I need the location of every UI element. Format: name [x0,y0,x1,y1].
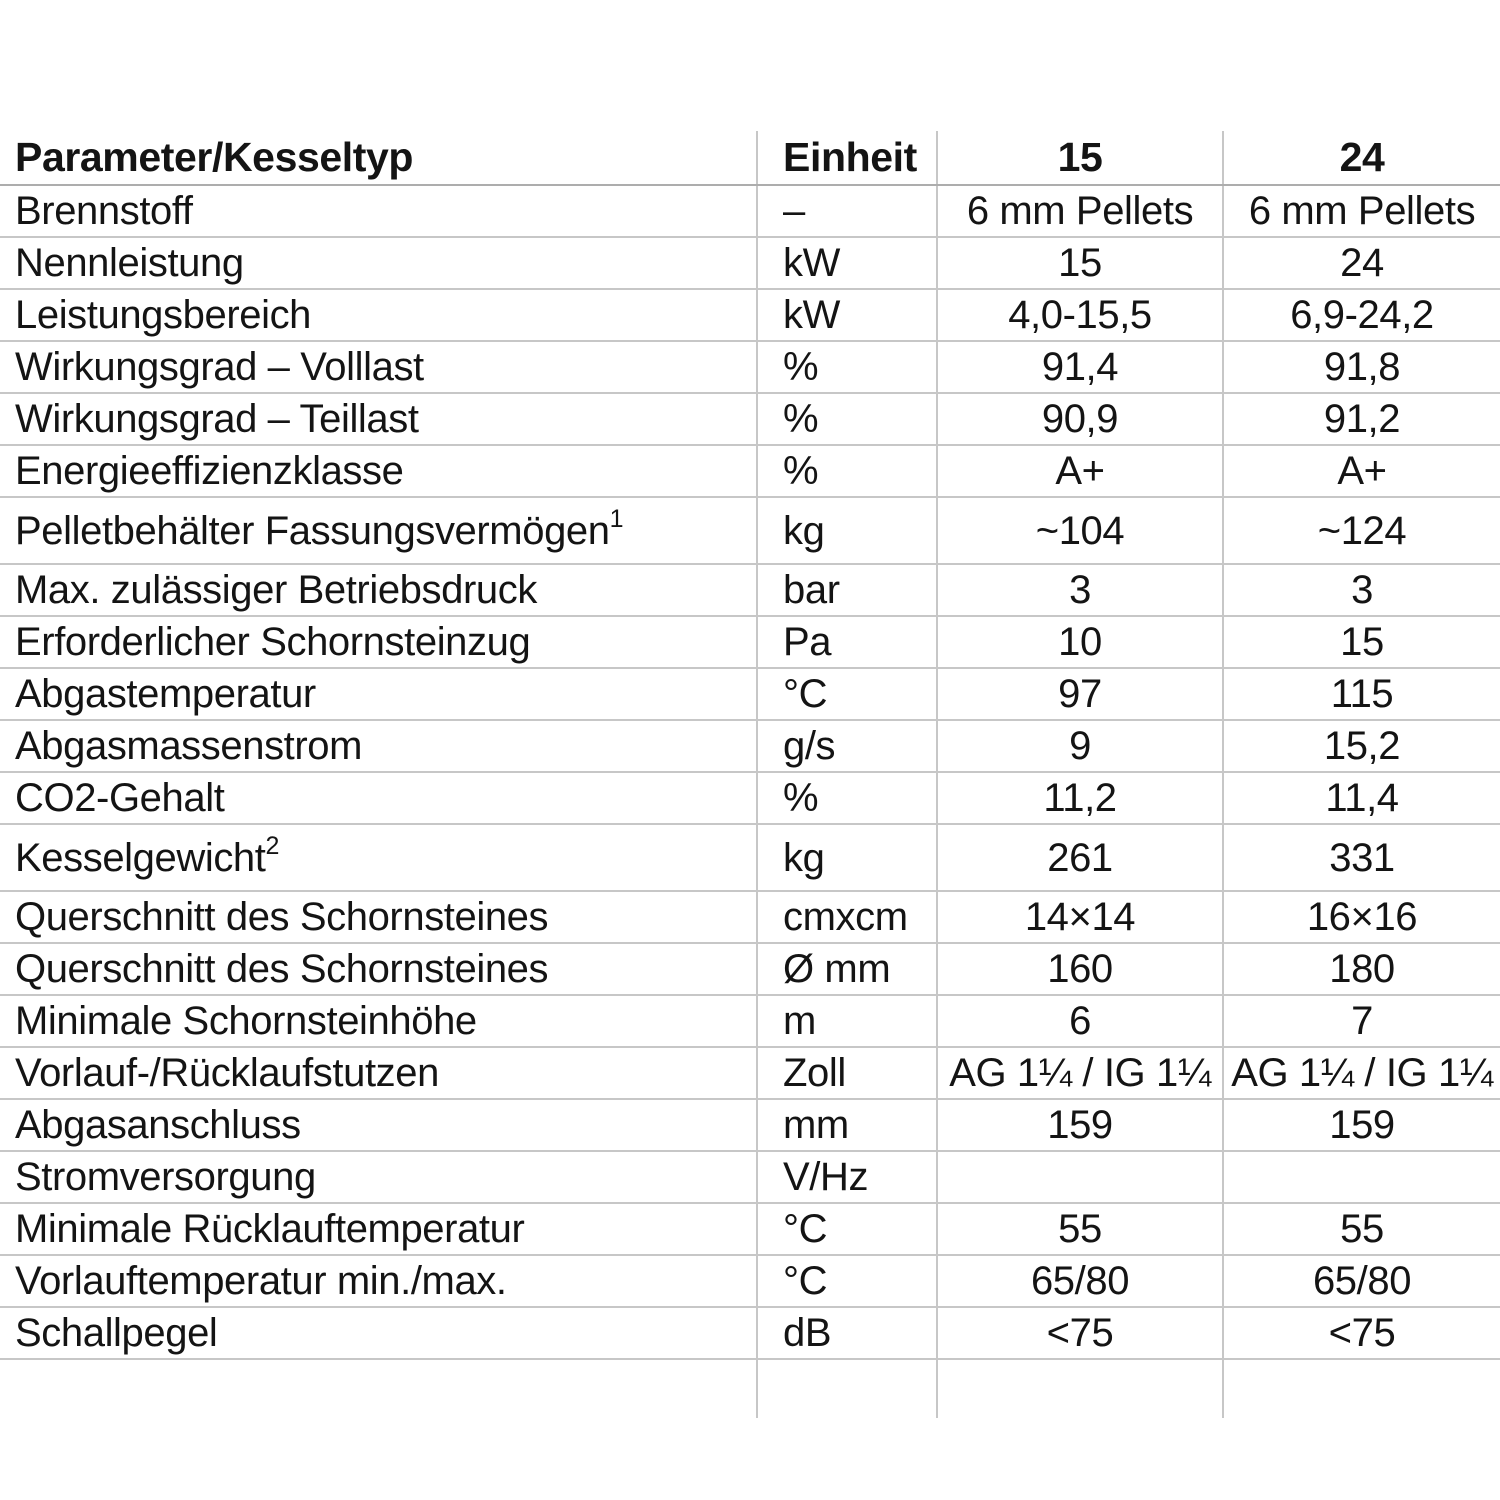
parameter-label: Leistungsbereich [15,293,312,337]
parameter-cell [0,185,757,237]
table-row [0,1359,1500,1418]
value-15-cell: 14×14 [937,891,1223,943]
unit-cell: % [757,393,937,445]
header-model-24: 24 [1223,131,1500,185]
table-row [0,720,1500,772]
header-einheit: Einheit [757,131,937,185]
parameter-cell [0,564,757,616]
value-24-cell: 159 [1223,1099,1500,1151]
value-15-cell: 261 [937,824,1223,891]
value-24-cell: 331 [1223,824,1500,891]
value-15-cell: 97 [937,668,1223,720]
parameter-label: Kesselgewicht [15,835,266,880]
table-row [0,1047,1500,1099]
value-15-cell: 9 [937,720,1223,772]
value-15-cell: 6 [937,995,1223,1047]
value-15-cell: 65/80 [937,1255,1223,1307]
value-15-cell [937,1359,1223,1418]
unit-cell: g/s [757,720,937,772]
table-row [0,393,1500,445]
table-row [0,1151,1500,1203]
footnote-marker: 2 [265,831,280,860]
value-24-cell: 15,2 [1223,720,1500,772]
value-24-cell: 115 [1223,668,1500,720]
value-15-cell: <75 [937,1307,1223,1359]
table-row [0,237,1500,289]
parameter-cell [0,1047,757,1099]
boiler-spec-table [0,131,1500,1418]
unit-cell: % [757,445,937,497]
parameter-cell [0,1099,757,1151]
parameter-cell [0,995,757,1047]
unit-cell: bar [757,564,937,616]
parameter-cell [0,891,757,943]
value-15-cell: 4,0-15,5 [937,289,1223,341]
value-24-cell: 24 [1223,237,1500,289]
parameter-cell [0,289,757,341]
value-15-cell: 3 [937,564,1223,616]
value-24-cell: <75 [1223,1307,1500,1359]
table-row [0,824,1500,891]
table-row [0,1203,1500,1255]
table-row [0,891,1500,943]
parameter-cell [0,237,757,289]
unit-cell: % [757,772,937,824]
unit-cell: °C [757,1255,937,1307]
parameter-label: Abgasanschluss [15,1103,301,1147]
unit-cell: kg [757,824,937,891]
value-15-cell: AG 1¼ / IG 1¼ [937,1047,1223,1099]
value-15-cell: 90,9 [937,393,1223,445]
parameter-label: CO2-Gehalt [15,776,225,820]
table-row [0,616,1500,668]
value-15-cell: 160 [937,943,1223,995]
parameter-label: Minimale Schornsteinhöhe [15,999,477,1043]
value-15-cell: 15 [937,237,1223,289]
parameter-label: Vorlauftemperatur min./max. [15,1259,507,1303]
value-15-cell: 55 [937,1203,1223,1255]
value-24-cell: 91,2 [1223,393,1500,445]
parameter-label: Stromversorgung [15,1155,316,1199]
value-24-cell: 55 [1223,1203,1500,1255]
parameter-label: Querschnitt des Schornsteines [15,895,549,939]
value-15-cell [937,1151,1223,1203]
parameter-cell [0,1203,757,1255]
header-model-15: 15 [937,131,1223,185]
parameter-label: Querschnitt des Schornsteines [15,947,549,991]
value-24-cell: 11,4 [1223,772,1500,824]
unit-cell: m [757,995,937,1047]
value-24-cell [1223,1151,1500,1203]
unit-cell: Zoll [757,1047,937,1099]
table-row [0,668,1500,720]
value-15-cell: 159 [937,1099,1223,1151]
unit-cell: kW [757,289,937,341]
parameter-label: Max. zulässiger Betriebsdruck [15,568,537,612]
value-24-cell: 6 mm Pellets [1223,185,1500,237]
value-24-cell: 65/80 [1223,1255,1500,1307]
table-row [0,1307,1500,1359]
value-24-cell: 91,8 [1223,341,1500,393]
value-15-cell: A+ [937,445,1223,497]
table-row [0,341,1500,393]
unit-cell: dB [757,1307,937,1359]
unit-cell: cmxcm [757,891,937,943]
parameter-label: Energieeffizienzklasse [15,449,404,493]
parameter-label: Wirkungsgrad – Volllast [15,345,424,389]
table-row [0,772,1500,824]
table-row [0,1099,1500,1151]
table-row [0,1255,1500,1307]
unit-cell: Pa [757,616,937,668]
parameter-label: Nennleistung [15,241,244,285]
table-row [0,995,1500,1047]
parameter-label: Abgastemperatur [15,672,316,716]
value-24-cell: ~124 [1223,497,1500,564]
value-15-cell: 6 mm Pellets [937,185,1223,237]
value-24-cell: 16×16 [1223,891,1500,943]
parameter-cell [0,668,757,720]
table-body [0,185,1500,1418]
parameter-cell [0,943,757,995]
value-24-cell: AG 1¼ / IG 1¼ [1223,1047,1500,1099]
value-15-cell: 10 [937,616,1223,668]
parameter-cell [0,393,757,445]
unit-cell: % [757,341,937,393]
parameter-cell [0,1255,757,1307]
parameter-label: Minimale Rücklauftemperatur [15,1207,525,1251]
table-row [0,497,1500,564]
parameter-cell [0,445,757,497]
parameter-label: Schallpegel [15,1311,218,1355]
unit-cell: mm [757,1099,937,1151]
table-row [0,445,1500,497]
unit-cell: V/Hz [757,1151,937,1203]
value-24-cell: 180 [1223,943,1500,995]
value-15-cell: 11,2 [937,772,1223,824]
parameter-cell [0,824,757,891]
value-24-cell: 15 [1223,616,1500,668]
parameter-cell [0,616,757,668]
unit-cell [757,1359,937,1418]
parameter-cell [0,1307,757,1359]
parameter-label: Erforderlicher Schornsteinzug [15,620,531,664]
unit-cell: kW [757,237,937,289]
value-24-cell: A+ [1223,445,1500,497]
table-row [0,943,1500,995]
unit-cell: °C [757,668,937,720]
table-row [0,289,1500,341]
parameter-label: Wirkungsgrad – Teillast [15,397,419,441]
unit-cell: °C [757,1203,937,1255]
value-24-cell: 7 [1223,995,1500,1047]
parameter-cell [0,720,757,772]
parameter-cell [0,341,757,393]
parameter-cell [0,1151,757,1203]
unit-cell: Ø mm [757,943,937,995]
parameter-label: Brennstoff [15,189,193,233]
parameter-label: Abgasmassenstrom [15,724,363,768]
parameter-label: Vorlauf-/Rücklaufstutzen [15,1051,439,1095]
parameter-label: Pelletbehälter Fassungsvermögen [15,508,610,553]
value-24-cell: 3 [1223,564,1500,616]
table-row [0,185,1500,237]
value-15-cell: 91,4 [937,341,1223,393]
value-15-cell: ~104 [937,497,1223,564]
header-row [0,131,1500,185]
parameter-cell [0,772,757,824]
parameter-cell [0,1359,757,1418]
footnote-marker: 1 [609,504,624,533]
table-row [0,564,1500,616]
header-parameter-kesseltyp: Parameter/Kesseltyp [0,131,757,185]
parameter-cell [0,497,757,564]
value-24-cell: 6,9-24,2 [1223,289,1500,341]
unit-cell: kg [757,497,937,564]
value-24-cell [1223,1359,1500,1418]
unit-cell: – [757,185,937,237]
